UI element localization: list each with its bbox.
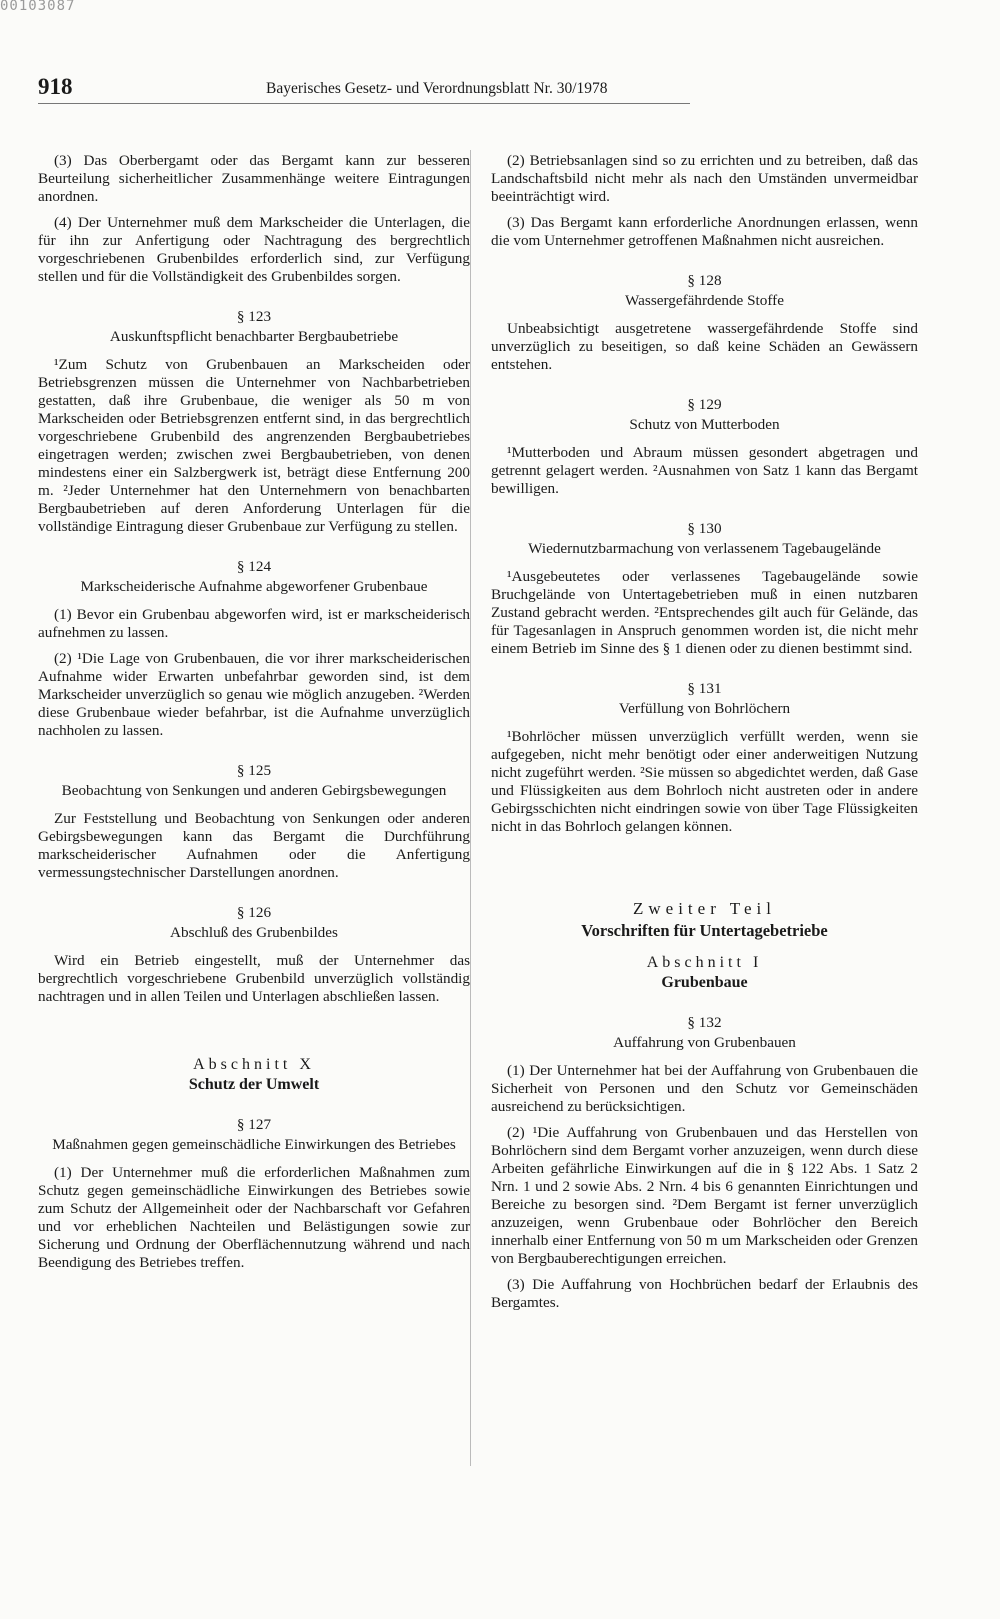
paragraph: (4) Der Unternehmer muß dem Markscheider die Unterlagen, die für ihn zur Anfertigung oder Nachtragung des bergrechtlich vorgeschriebenen Grubenbildes erforderlich sind, zur Verfügung stellen und für die Vollständigkeit des Grubenbildes sorgen. [38,214,470,285]
paragraph: Zur Feststellung und Beobachtung von Senkungen oder anderen Gebirgsbewegungen kann das Bergamt die Durchführung markscheiderischer Aufnahmen oder die Anfertigung vermessungstechnischer Darstellungen anordnen. [38,810,470,881]
section-number: § 127 [236,1116,272,1133]
paragraph: ¹Bohrlöcher müssen unverzüglich verfüllt werden, wenn sie aufgegeben, nicht mehr benötigt oder einer anderweitigen Nutzung nicht zugeführt werden. ²Sie müssen so abgedichtet werden, daß Gase und Flüssigkeiten aus dem Bohrloch nicht austreten oder in andere Gebirgsschichten nicht eindringen sowie von über Tage Flüssigkeiten nicht in das Bohrloch gelangen können. [491,728,918,835]
paragraph: (3) Das Bergamt kann erforderliche Anordnungen erlassen, wenn die vom Unternehmer getroffenen Maßnahmen nicht ausreichen. [491,214,918,249]
paragraph: (2) ¹Die Lage von Grubenbauen, die vor ihrer markscheiderischen Aufnahme wider Erwarten unbefahrbar geworden sind, ist dem Markscheider unverzüglich so genau wie möglich anzugeben. ²Werden diese Grubenbaue wieder befahrbar, ist die Aufnahme unverzüglich nachholen zu lassen. [38,650,470,739]
section-number: § 126 [236,904,272,921]
section-title: Maßnahmen gegen gemeinschädliche Einwirkungen des Betriebes [52,1136,456,1153]
section-number: § 124 [236,558,272,575]
header-rule [38,103,690,104]
section-title: Auskunftspflicht benachbarter Bergbaubetriebe [109,328,399,345]
chapter-label: Abschnitt X [193,1056,315,1073]
chapter-label: Abschnitt I [646,954,763,971]
paragraph: ¹Ausgebeutetes oder verlassenes Tagebaugelände sowie Bruchgelände von Untertagebetrieben muß in einen nutzbaren Zustand gebracht werden. ²Entsprechendes gilt auch für Gelände, das für Tagesanlagen in Anspruch genommen worden ist, die nicht mehr einem Betrieb im Sinne des § 1 dienen oder zu dienen bestimmt sind. [491,568,918,657]
paragraph: Unbeabsichtigt ausgetretene wassergefährdende Stoffe sind unverzüglich zu beseitigen, so daß keine Schäden an Gewässern entstehen. [491,320,918,373]
section-title: Beobachtung von Senkungen und anderen Gebirgsbewegungen [61,782,447,799]
paragraph: (3) Die Auffahrung von Hochbrüchen bedarf der Erlaubnis des Bergamtes. [491,1276,918,1311]
paragraph: (2) Betriebsanlagen sind so zu errichten und zu betreiben, daß das Landschaftsbild nicht mehr als nach den Umständen unvermeidbar beeinträchtigt wird. [491,152,918,205]
section-title: Abschluß des Grubenbildes [170,924,338,941]
chapter-title: Schutz der Umwelt [188,1076,320,1093]
part-label: Zweiter Teil [633,899,776,918]
paragraph: (3) Das Oberbergamt oder das Bergamt kann zur besseren Beurteilung sicherheitlicher Zusammenhänge weitere Eintragungen anordnen. [38,152,470,205]
paragraph: (2) ¹Die Auffahrung von Grubenbauen und das Herstellen von Bohrlöchern sind dem Bergamt vorher anzuzeigen, wenn durch diese Arbeiten gefährliche Einwirkungen auf die in § 122 Abs. 1 Satz 2 Nrn. 1 und 2 sowie Abs. 2 Nrn. 4 bis 6 genannten Einrichtungen und Bereiche zu besorgen sind. ²Dem Bergamt ist ferner unverzüglich anzuzeigen, wenn Grubenbaue oder Bohrlöcher den Bereich innerhalb einer Entfernung von 50 m um Markscheiden oder Grenzen von Bergbauberechtigungen erreichen. [491,1124,918,1267]
paragraph: (1) Der Unternehmer hat bei der Auffahrung von Grubenbauen die Sicherheit von Personen und den Schutz vor Gemeinschäden ausreichend zu berücksichtigen. [491,1062,918,1115]
section-number: § 131 [687,680,722,697]
left-column [38,152,470,1280]
column-divider [470,150,471,1466]
paragraph: (1) Bevor ein Grubenbau abgeworfen wird, ist er markscheiderisch aufnehmen zu lassen. [38,606,470,641]
section-title: Markscheiderische Aufnahme abgeworfener Grubenbaue [80,578,428,595]
section-number: § 129 [687,396,722,413]
archive-page-id: 00103087 [0,0,76,14]
paragraph: Wird ein Betrieb eingestellt, muß der Unternehmer das bergrechtlich vorgeschriebene Grubenbild unverzüglich vollständig nachtragen und in allen Teilen und Unterlagen abschließen lassen. [38,952,470,1005]
right-column [491,152,918,1320]
section-number: § 130 [687,520,722,537]
section-number: § 132 [687,1014,722,1031]
part-title: Vorschriften für Untertagebetriebe [581,921,828,940]
section-number: § 128 [687,272,722,289]
section-number: § 123 [236,308,272,325]
section-title: Verfüllung von Bohrlöchern [618,700,791,717]
section-title: Schutz von Mutterboden [629,416,780,433]
paragraph: (1) Der Unternehmer muß die erforderlichen Maßnahmen zum Schutz gegen gemeinschädliche Einwirkungen des Betriebes sowie zum Schutz der Allgemeinheit oder der Nachbarschaft vor Gefahren und vor erheblichen Nachteilen und Belästigungen sowie zur Sicherung und Ordnung der Oberflächennutzung während und nach Beendigung des Betriebes treffen. [38,1164,470,1271]
page-number: 918 [38,74,73,99]
page-header [38,76,690,102]
section-title: Wiedernutzbarmachung von verlassenem Tagebaugelände [528,540,881,557]
section-title: Auffahrung von Grubenbauen [613,1034,796,1051]
section-title: Wassergefährdende Stoffe [625,292,784,309]
chapter-title: Grubenbaue [661,974,748,991]
section-number: § 125 [236,762,272,779]
paragraph: ¹Mutterboden und Abraum müssen gesondert abgetragen und getrennt gelagert werden. ²Ausnahmen von Satz 1 kann das Bergamt bewilligen. [491,444,918,497]
running-title: Bayerisches Gesetz- und Verordnungsblatt Nr. 30/1978 [266,80,608,97]
paragraph: ¹Zum Schutz von Grubenbauen an Markscheiden oder Betriebsgrenzen müssen die Unternehmer von Nachbarbetrieben gestatten, daß ihre Grubenbaue, die weniger als 50 m von Markscheiden oder Betriebsgrenzen entfernt sind, in das bergrechtlich vorgeschriebene Grubenbild des angrenzenden Bergbaubetriebes eingetragen werden; zwischen zwei Bergbaubetrieben, von denen mindestens einer ein Salzbergwerk ist, beträgt diese Entfernung 200 m. ²Jeder Unternehmer hat den Unternehmern von benachbarten Bergbaubetrieben auf deren Anforderung Unterlagen für die vollständige Eintragung dieser Grubenbaue zur Verfügung zu stellen. [38,356,470,535]
